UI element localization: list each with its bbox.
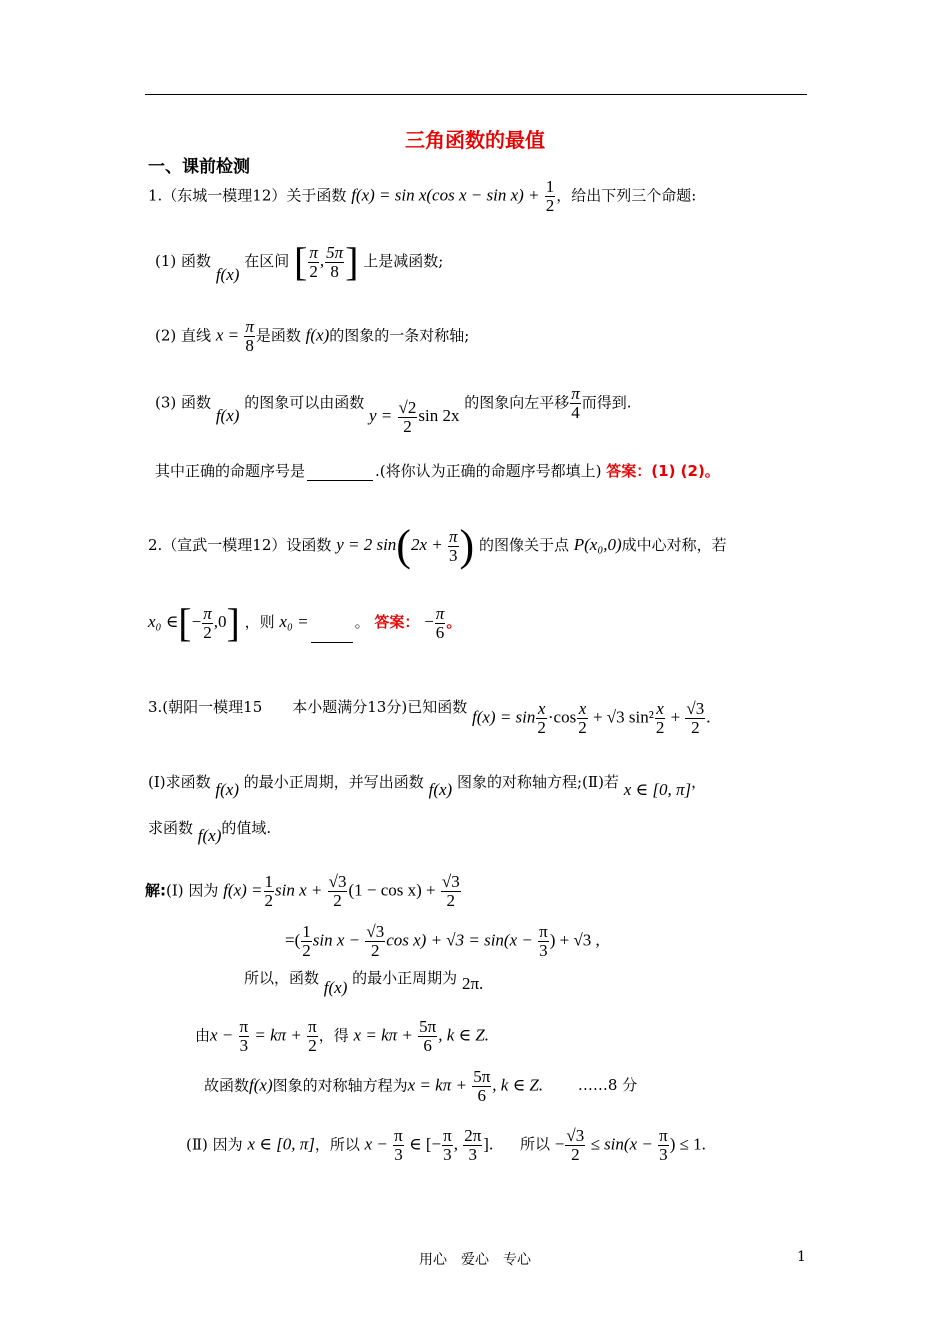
solution-line-4: 由x − $\frac{\pi}{3}$ = kπ + $\frac{\pi}{2}$ ，得 x = kπ + $\frac{5\pi}{6}$ , k ∈ Z. — [195, 1017, 490, 1055]
solution-line-1: 解:(Ⅰ) 因为 f(x) = $\frac{1}{2}$ sin x + $\frac{√3}{2}$ (1 − cos x) + $\frac{√3}{2}$ — [145, 872, 460, 910]
q1-stem: 1.（东城一模理12）关于函数 f(x) = sin x(cos x − sin x) + $\frac{1}{2}$ ，给出下列三个命题: — [148, 177, 697, 215]
solution-line-3: 所以，函数 f(x) 的最小正周期为 2π. — [244, 969, 484, 997]
q1-answer: 答案：(1) (2)。 — [606, 462, 720, 480]
page-title: 三角函数的最值 — [405, 128, 545, 152]
header-rule — [145, 94, 807, 95]
q1-frac: $\frac{1}{2}$ — [545, 177, 555, 215]
solution-line-5: 故函数f(x)图象的对称轴方程为x = kπ + $\frac{5\pi}{6}$ , k ∈ Z. ……8 分 — [204, 1067, 638, 1105]
q1-proposition-2: (2) 直线 x = $\frac{\pi}{8}$ 是函数 f(x)的图象的一条对称轴; — [155, 317, 470, 355]
q3-part-1: (Ⅰ)求函数 f(x) 的最小正周期，并写出函数 f(x) 图象的对称轴方程;(Ⅱ)若 x ∈ [0, π]， — [148, 773, 707, 799]
solution-line-6: (Ⅱ) 因为 x ∈ [0, π]，所以 x − $\frac{\pi}{3}$ ∈ [− $\frac{\pi}{3}$ , $\frac{2\pi}{3}$ ]. 所以 − $\frac{√3}{2}$ ≤ sin(x − $\frac{\pi}{3}$ ) ≤ 1. — [186, 1126, 706, 1164]
answer-blank — [307, 480, 373, 481]
q1-proposition-1: (1) 函数 f(x) 在区间 [ $\frac{\pi}{2}$ , $\frac{5\pi}{8}$ ] 上是减函数; — [155, 239, 444, 284]
q3-stem: 3.(朝阳一模理15 本小题满分13分)已知函数 f(x) = sin $\frac{x}{2}$ ·cos $\frac{x}{2}$ + √3 sin² $\frac{x}{2}$ + $\frac{√3}{2}$ . — [148, 698, 711, 737]
q1-proposition-3: (3) 函数 f(x) 的图象可以由函数 y = $\frac{√2}{2}$ sin 2x 的图象向左平移 $\frac{\pi}{4}$ 而得到. — [155, 384, 632, 436]
section-heading: 一、课前检测 — [148, 157, 250, 177]
q1-question: 其中正确的命题序号是 .(将你认为正确的命题序号都填上) 答案：(1) (2)。 — [155, 462, 720, 480]
q3-part-2: 求函数 f(x)的值域. — [148, 819, 272, 845]
q2-stem: 2.（宣武一模理12）设函数 y = 2 sin(2x + $\frac{\pi}{3}$ ) 的图像关于点 P(x₀,0)成中心对称，若 — [148, 521, 727, 570]
page-number: 1 — [797, 1249, 806, 1265]
page-footer: 用心 爱心 专心 — [419, 1252, 531, 1268]
q2-condition: x₀ ∈[− $\frac{\pi}{2}$ ,0] ，则 x₀ = 。 答案： − $\frac{\pi}{6}$ 。 — [148, 600, 462, 645]
solution-line-2: =( $\frac{1}{2}$ sin x − $\frac{√3}{2}$ cos x) + √3 = sin(x − $\frac{\pi}{3}$ ) + √3 , — [285, 922, 600, 960]
